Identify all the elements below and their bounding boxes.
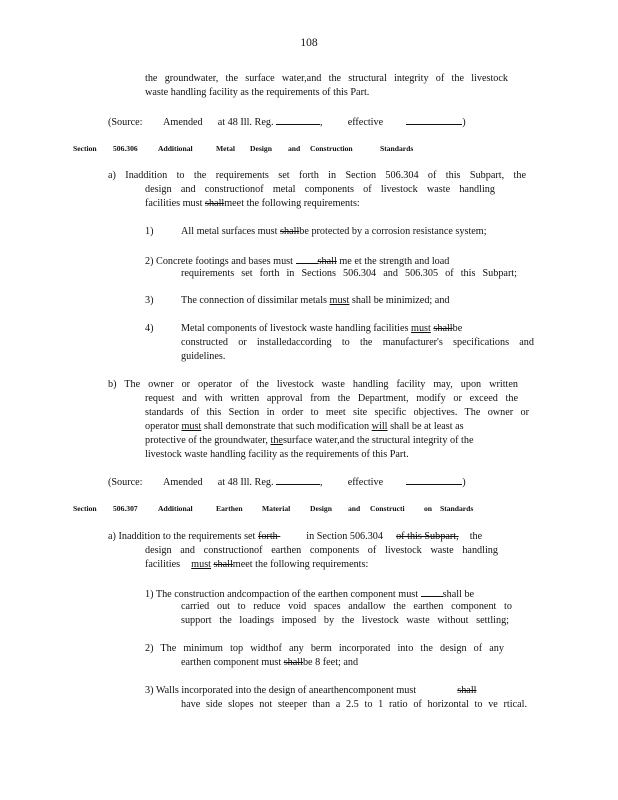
underlined-text: must xyxy=(329,295,350,306)
struck-text: shall xyxy=(204,198,225,209)
struck-text: shall xyxy=(433,323,453,334)
text: All metal surfaces must xyxy=(181,226,278,237)
source-register: at 48 Ill. Reg. xyxy=(217,477,274,488)
insert-blank xyxy=(296,253,318,264)
text: shall be xyxy=(442,589,475,600)
text: be protected by a corrosion resistance system; xyxy=(299,226,487,237)
subsection-a-307-line-1 xyxy=(108,530,482,543)
source-note-1: (Source: Amended at 48 Ill. Reg. , effective ) xyxy=(108,114,466,129)
subsection-a-307-line-3 xyxy=(145,558,368,571)
text: earthen component must xyxy=(181,657,282,668)
earthen-item-1-line-3: support the loadings imposed by the livestock waste without settling; xyxy=(181,615,509,626)
carryover-line-2: waste handling facility as the requirements of this Part. xyxy=(145,87,370,98)
struck-text: shall xyxy=(280,226,300,237)
text: Metal components of livestock waste handling facilities xyxy=(181,323,409,334)
source-note-2: (Source: Amended at 48 Ill. Reg. , effective ) xyxy=(108,474,466,489)
text: me et the strength and load xyxy=(339,256,450,267)
struck-text: of this Subpart, xyxy=(396,531,459,542)
item-3-text xyxy=(181,294,450,307)
underlined-text: must xyxy=(191,559,211,570)
heading-word: 506.306 xyxy=(113,144,138,153)
earthen-item-2-line-1: 2) The minimum top widthof any berm incorporated into the design of any xyxy=(145,643,504,654)
text: shall be minimized; and xyxy=(351,295,450,306)
subsection-b-line-4 xyxy=(145,420,464,433)
source-register: at 48 Ill. Reg. xyxy=(217,117,274,128)
text: meet the following requirements: xyxy=(224,198,360,209)
source-effective: effective xyxy=(347,117,384,128)
source-amended: Amended xyxy=(163,117,203,128)
subsection-b-line-3: standards of this Section in order to meet site specific objectives. The owner or xyxy=(145,407,529,418)
item-1-text xyxy=(181,225,487,238)
heading-word: 506.307 xyxy=(113,504,138,513)
heading-word: Section xyxy=(73,504,97,513)
heading-word: and xyxy=(288,144,301,153)
text: facilities must xyxy=(145,198,203,209)
heading-word: Material xyxy=(262,504,291,513)
text: The connection of dissimilar metals xyxy=(181,295,327,306)
effective-blank xyxy=(406,114,462,125)
underlined-text: must xyxy=(411,323,431,334)
heading-word: Additional xyxy=(158,144,193,153)
heading-word: Earthen xyxy=(216,504,243,513)
text: the xyxy=(469,531,483,542)
subsection-b-line-1: b) The owner or operator of the livestock waste handling facility may, upon written xyxy=(108,379,518,390)
text: 1) The construction andcompaction of the earthen component must xyxy=(145,589,419,600)
subsection-b-line-5 xyxy=(145,434,473,447)
carryover-line-1: the groundwater, the surface water,and the structural integrity of the livestock xyxy=(145,73,508,84)
heading-word: Metal xyxy=(216,144,235,153)
register-blank xyxy=(276,114,320,125)
struck-text: shall xyxy=(317,256,337,267)
insert-blank xyxy=(421,586,443,597)
struck-text: forth xyxy=(257,531,278,542)
text: protective of the groundwater, xyxy=(145,435,268,446)
heading-word: on xyxy=(424,504,433,513)
heading-word: Design xyxy=(250,144,272,153)
source-effective: effective xyxy=(347,477,384,488)
text: a) Inaddition to the requirements set xyxy=(108,531,256,542)
subsection-a-307-line-2: design and constructionof earthen components of livestock waste handling xyxy=(145,545,498,556)
subsection-a-306-line-2: design and constructionof metal components of livestock waste handling xyxy=(145,184,495,195)
register-blank xyxy=(276,474,320,485)
heading-word: and xyxy=(348,504,361,513)
text: be xyxy=(452,323,463,334)
source-amended: Amended xyxy=(163,477,203,488)
subsection-b-line-6: livestock waste handling facility as the requirements of this Part. xyxy=(145,449,409,460)
subsection-a-306-line-1: a) Inaddition to the requirements set forth in Section 506.304 of this Subpart, the xyxy=(108,170,526,181)
earthen-item-3-line-2: have side slopes not steeper than a 2.5 to 1 ratio of horizontal to ve rtical. xyxy=(181,699,527,710)
text: shall demonstrate that such modification xyxy=(203,421,370,432)
heading-word: Section xyxy=(73,144,97,153)
source-label: (Source: xyxy=(108,117,143,128)
item-4-line-2: constructed or installedaccording to the manufacturer's specifications and xyxy=(181,337,534,348)
close-paren: ) xyxy=(462,117,466,128)
earthen-item-1-line-2: carried out to reduce void spaces andallow the earthen component to xyxy=(181,601,512,612)
underlined-text: the xyxy=(270,435,283,446)
underlined-text: must xyxy=(181,421,202,432)
heading-word: Constructi xyxy=(370,504,405,513)
earthen-item-3-line-1 xyxy=(145,684,477,697)
earthen-item-2-line-2 xyxy=(181,656,358,669)
text: meet the following requirements: xyxy=(232,559,369,570)
earthen-item-1-line-1 xyxy=(145,586,474,601)
heading-word: Standards xyxy=(380,144,414,153)
item-4-line-3: guidelines. xyxy=(181,351,226,362)
item-1-number: 1) xyxy=(145,226,154,237)
underlined-text: will xyxy=(371,421,388,432)
text: shall be at least as xyxy=(390,421,464,432)
subsection-a-306-line-3 xyxy=(145,197,360,210)
text: facilities xyxy=(145,559,181,570)
text: in Section 506.304 xyxy=(306,531,383,542)
struck-text: shall xyxy=(457,685,477,696)
text: 2) Concrete footings and bases must xyxy=(145,256,293,267)
item-3-number: 3) xyxy=(145,295,154,306)
source-label: (Source: xyxy=(108,477,143,488)
heading-word: Standards xyxy=(440,504,474,513)
item-2-line-2: requirements set forth in Sections 506.304 and 506.305 of this Subpart; xyxy=(181,268,517,279)
item-4-line-1 xyxy=(181,322,462,335)
text: surface water,and the structural integrity of the xyxy=(282,435,474,446)
heading-word: Construction xyxy=(310,144,353,153)
effective-blank xyxy=(406,474,462,485)
struck-text: shall xyxy=(213,559,233,570)
page-number: 108 xyxy=(300,37,318,49)
heading-word: Design xyxy=(310,504,332,513)
text: 3) Walls incorporated into the design of anearthencomponent must xyxy=(145,685,417,696)
item-4-number: 4) xyxy=(145,323,154,334)
subsection-b-line-2: request and with written approval from the Department, modify or exceed the xyxy=(145,393,518,404)
item-2-line-1 xyxy=(145,253,449,268)
struck-text: shall xyxy=(283,657,303,668)
close-paren: ) xyxy=(462,477,466,488)
text: operator xyxy=(145,421,179,432)
strike-gap xyxy=(278,530,304,543)
heading-word: Additional xyxy=(158,504,193,513)
text: be 8 feet; and xyxy=(302,657,359,668)
